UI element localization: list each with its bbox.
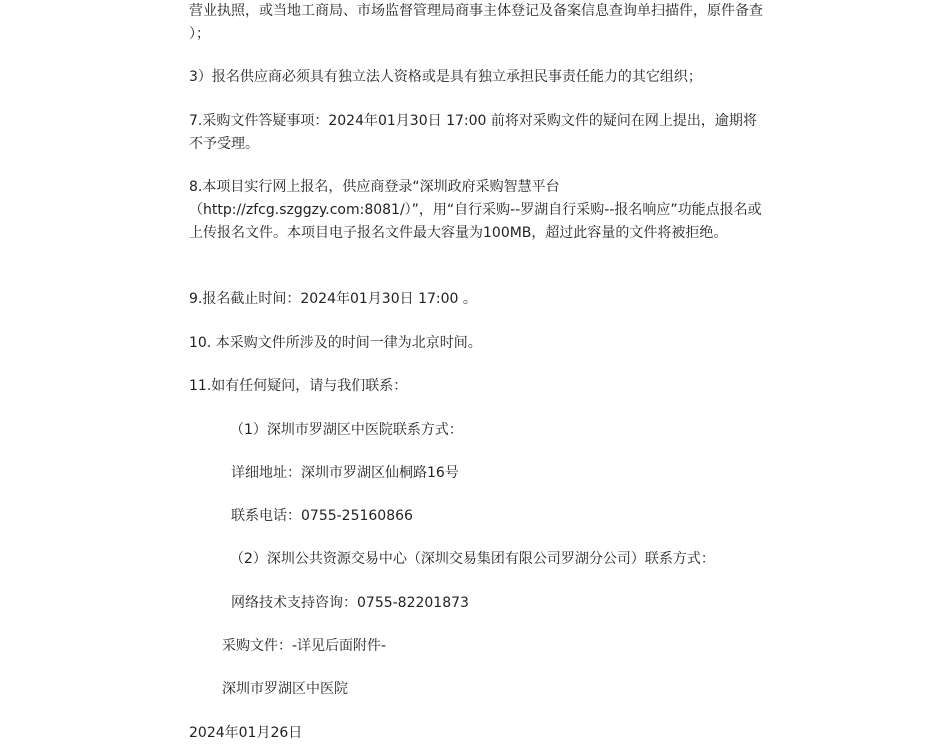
paragraph-item-11: 11.如有任何疑问，请与我们联系： xyxy=(189,378,408,394)
signature-organization: 深圳市罗湖区中医院 xyxy=(222,681,348,697)
paragraph-item-8: 8.本项目实行网上报名，供应商登录“深圳政府采购智慧平台（http://zfcg.szggzy.com:8081/）”，用“自行采购--罗湖自行采购--报名响应”功能点报名或上传报名文件。本项目电子报名文件最大容量为100MB，超过此容量的文件将被拒绝。 xyxy=(189,179,762,241)
attachment-note: 采购文件：-详见后面附件- xyxy=(222,638,387,654)
paragraph-item-9: 9.报名截止时间：2024年01月30日 17:00 。 xyxy=(189,291,477,307)
contact-center-support: 网络技术支持咨询：0755-82201873 xyxy=(231,595,469,611)
paragraph-item-10: 10. 本采购文件所涉及的时间一律为北京时间。 xyxy=(189,335,482,351)
paragraph-license-continuation: 营业执照，或当地工商局、市场监督管理局商事主体登记及备案信息查询单扫描件，原件备查 ）； xyxy=(189,3,763,42)
paragraph-item-7: 7.采购文件答疑事项：2024年01月30日 17:00 前将对采购文件的疑问在网上提出，逾期将不予受理。 xyxy=(189,113,757,152)
contact-center-heading: （2）深圳公共资源交易中心（深圳交易集团有限公司罗湖分公司）联系方式： xyxy=(230,551,715,567)
signature-date: 2024年01月26日 xyxy=(189,725,303,741)
paragraph-requirement-3: 3）报名供应商必须具有独立法人资格或是具有独立承担民事责任能力的其它组织； xyxy=(189,69,702,85)
contact-hospital-address: 详细地址：深圳市罗湖区仙桐路16号 xyxy=(231,465,459,481)
contact-hospital-phone: 联系电话：0755-25160866 xyxy=(231,508,413,524)
contact-hospital-heading: （1）深圳市罗湖区中医院联系方式： xyxy=(230,422,463,438)
